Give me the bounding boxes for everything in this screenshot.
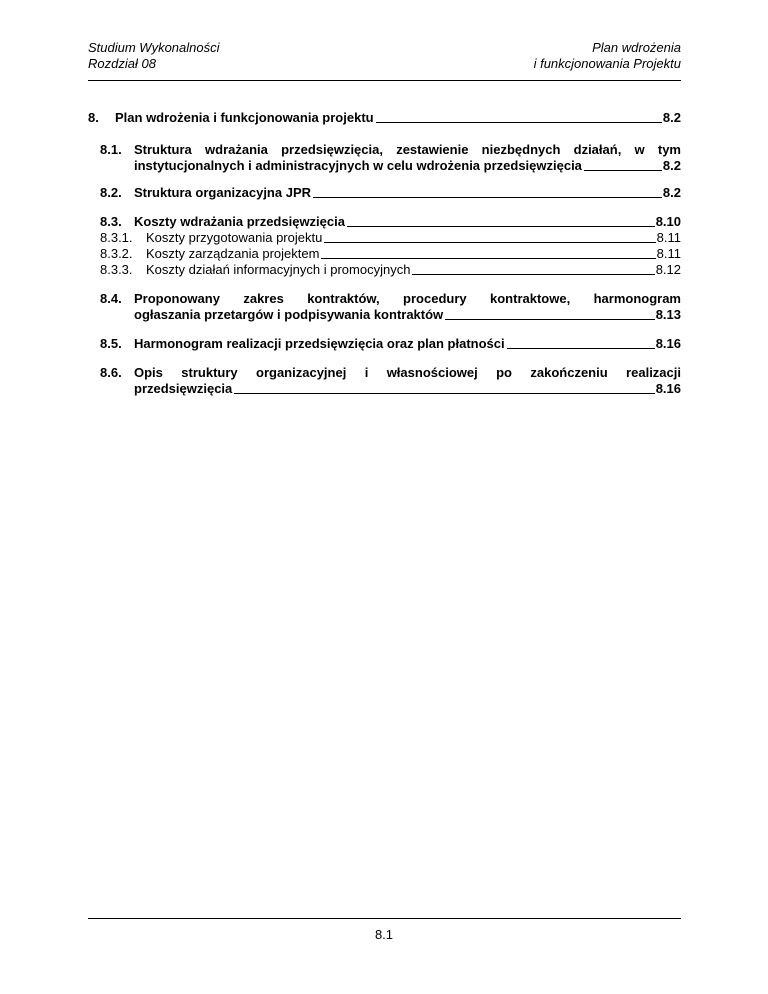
toc-leader-line bbox=[376, 121, 662, 123]
header-section-title-line1: Plan wdrożenia bbox=[592, 40, 681, 55]
toc-entry-number: 8.3.1. bbox=[100, 230, 133, 245]
toc-entry-page: 8.2 bbox=[662, 110, 681, 125]
table-of-contents bbox=[88, 110, 681, 397]
toc-leader-line bbox=[321, 257, 655, 259]
toc-leader-line bbox=[324, 241, 655, 243]
toc-entry-8-3-3[interactable] bbox=[88, 262, 681, 278]
toc-entry-8-3[interactable] bbox=[88, 214, 681, 230]
toc-entry-title-line2: instytucjonalnych i administracyjnych w celu wdrożenia przedsięwzięcia bbox=[134, 158, 582, 173]
toc-entry-8-1[interactable] bbox=[88, 142, 681, 174]
toc-entry-number: 8.4. bbox=[100, 291, 122, 306]
toc-entry-page: 8.12 bbox=[655, 262, 681, 277]
toc-entry-number: 8.3.3. bbox=[100, 262, 133, 277]
toc-entry-page: 8.16 bbox=[655, 336, 681, 351]
toc-leader-line bbox=[313, 196, 662, 198]
toc-entry-8-3-1[interactable] bbox=[88, 230, 681, 246]
toc-entry-8-3-2[interactable] bbox=[88, 246, 681, 262]
toc-entry-title-line1: Struktura wdrażania przedsięwzięcia, zestawienie niezbędnych działań, w tym bbox=[134, 142, 681, 157]
toc-entry-title-line2: przedsięwzięcia bbox=[134, 381, 233, 396]
toc-entry-title: Koszty zarządzania projektem bbox=[146, 246, 320, 261]
page-header bbox=[88, 40, 681, 74]
toc-entry-page: 8.10 bbox=[655, 214, 681, 229]
header-right bbox=[534, 40, 681, 72]
toc-entry-8-4[interactable] bbox=[88, 291, 681, 323]
toc-entry-page: 8.2 bbox=[662, 185, 681, 200]
toc-leader-line bbox=[412, 273, 654, 275]
toc-entry-page: 8.11 bbox=[656, 246, 681, 261]
toc-entry-page: 8.11 bbox=[656, 230, 681, 245]
toc-leader-line bbox=[584, 169, 662, 171]
toc-entry-title: Koszty przygotowania projektu bbox=[146, 230, 323, 245]
toc-entry-number: 8.5. bbox=[100, 336, 122, 351]
toc-entry-8-6[interactable] bbox=[88, 365, 681, 397]
toc-entry-page: 8.16 bbox=[655, 381, 681, 396]
toc-entry-8-2[interactable] bbox=[88, 185, 681, 201]
toc-entry-page: 8.2 bbox=[662, 158, 681, 173]
toc-entry-8-5[interactable] bbox=[88, 336, 681, 352]
toc-entry-title: Koszty wdrażania przedsięwzięcia bbox=[134, 214, 345, 229]
header-left bbox=[88, 40, 220, 72]
toc-entry-title: Koszty działań informacyjnych i promocyjnych bbox=[146, 262, 411, 277]
toc-entry-page: 8.13 bbox=[655, 307, 681, 322]
toc-entry-title-line1: Proponowany zakres kontraktów, procedury kontraktowe, harmonogram bbox=[134, 291, 681, 306]
toc-entry-title: Harmonogram realizacji przedsięwzięcia oraz plan płatności bbox=[134, 336, 505, 351]
header-chapter: Rozdział 08 bbox=[88, 56, 156, 71]
toc-entry-8[interactable] bbox=[88, 110, 681, 126]
toc-leader-line bbox=[445, 318, 655, 320]
toc-entry-number: 8.2. bbox=[100, 185, 122, 200]
page-number: 8.1 bbox=[374, 927, 394, 942]
toc-entry-number: 8.3.2. bbox=[100, 246, 133, 261]
toc-entry-number: 8.3. bbox=[100, 214, 122, 229]
header-section-title-line2: i funkcjonowania Projektu bbox=[533, 56, 681, 71]
header-document-title: Studium Wykonalności bbox=[88, 40, 220, 55]
toc-leader-line bbox=[234, 392, 654, 394]
toc-entry-number: 8.1. bbox=[100, 142, 122, 157]
toc-leader-line bbox=[507, 347, 655, 349]
toc-entry-title-line1: Opis struktury organizacyjnej i własnościowej po zakończeniu realizacji bbox=[134, 365, 681, 380]
toc-entry-number: 8. bbox=[88, 110, 99, 125]
toc-leader-line bbox=[347, 225, 655, 227]
header-divider bbox=[88, 80, 681, 81]
toc-entry-title: Plan wdrożenia i funkcjonowania projektu bbox=[115, 110, 374, 125]
footer-divider bbox=[88, 918, 681, 919]
toc-entry-title: Struktura organizacyjna JPR bbox=[134, 185, 311, 200]
toc-entry-title-line2: ogłaszania przetargów i podpisywania kontraktów bbox=[134, 307, 444, 322]
toc-entry-number: 8.6. bbox=[100, 365, 122, 380]
